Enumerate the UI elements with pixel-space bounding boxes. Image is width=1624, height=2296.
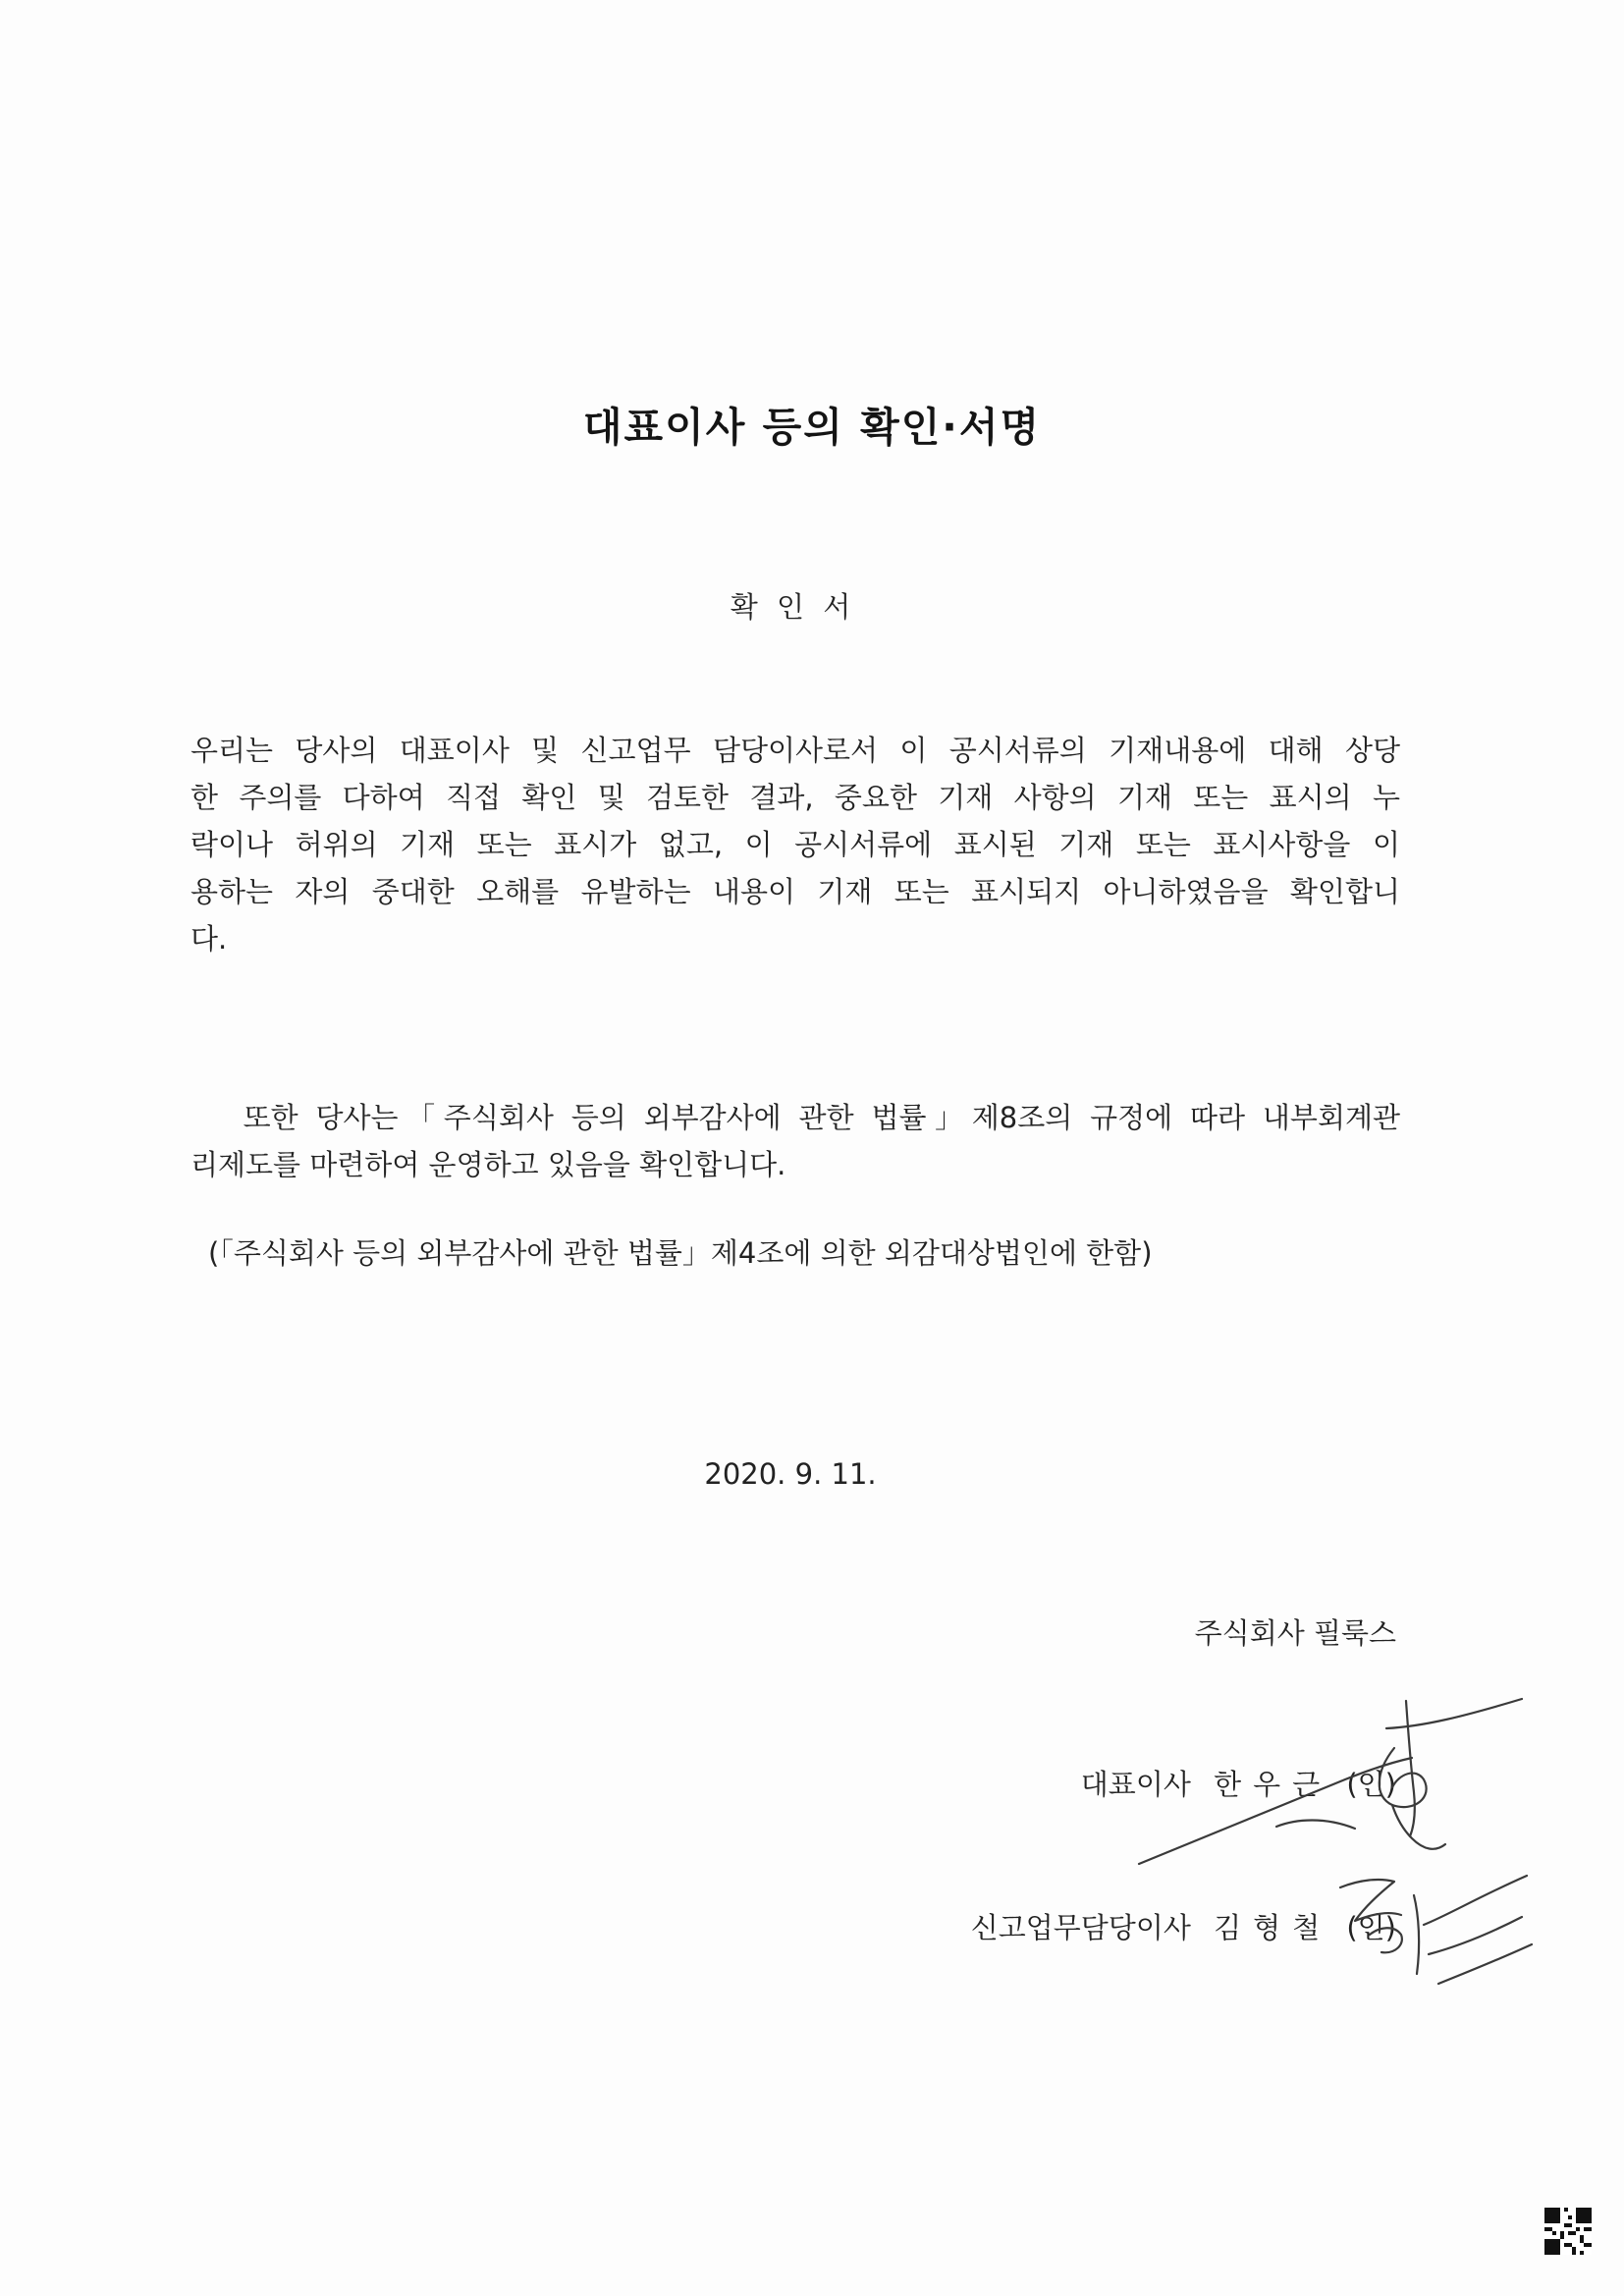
signer-disclosure-director	[971, 1906, 1396, 1946]
signer-role: 대표이사	[1080, 1768, 1191, 1801]
signer-ceo	[1081, 1763, 1396, 1803]
signer-name: 한우근	[1214, 1768, 1332, 1801]
internal-control-paragraph	[190, 1094, 1400, 1188]
paragraph-line: 한 주의를 다하여 직접 확인 및 검토한 결과, 중요한 기재 사항의 기재 또는 표시의 누	[190, 781, 1400, 814]
paragraph-line: 용하는 자의 중대한 오해를 유발하는 내용이 기재 또는 표시되지 아니하였음을 확인합니	[190, 875, 1400, 908]
paragraph-line: 리제도를 마련하여 운영하고 있음을 확인합니다.	[190, 1148, 786, 1181]
seal-mark: (인)	[1346, 1911, 1396, 1944]
company-name: 주식회사 필룩스	[1194, 1616, 1396, 1650]
qr-code-icon	[1544, 2208, 1592, 2255]
document-date: 2020. 9. 11.	[704, 1457, 877, 1491]
document-subtitle: 확 인 서	[730, 590, 851, 624]
paragraph-line: 또한 당사는「주식회사 등의 외부감사에 관한 법률」제8조의 규정에 따라 내부회계관	[190, 1101, 1400, 1134]
paragraph-line: 다.	[190, 922, 228, 956]
paragraph-line: 락이나 허위의 기재 또는 표시가 없고, 이 공시서류에 표시된 기재 또는 표시사항을 이	[190, 828, 1400, 861]
applicability-note: (「주식회사 등의 외부감사에 관한 법률」제4조에 의한 외감대상법인에 한함)	[208, 1236, 1153, 1270]
confirmation-paragraph	[190, 727, 1400, 962]
document-title: 대표이사 등의 확인·서명	[582, 404, 1042, 451]
seal-mark: (인)	[1346, 1768, 1396, 1801]
signer-role: 신고업무담당이사	[970, 1911, 1191, 1944]
paragraph-line: 우리는 당사의 대표이사 및 신고업무 담당이사로서 이 공시서류의 기재내용에 대해 상당	[190, 734, 1400, 767]
signer-name: 김형철	[1214, 1911, 1332, 1944]
